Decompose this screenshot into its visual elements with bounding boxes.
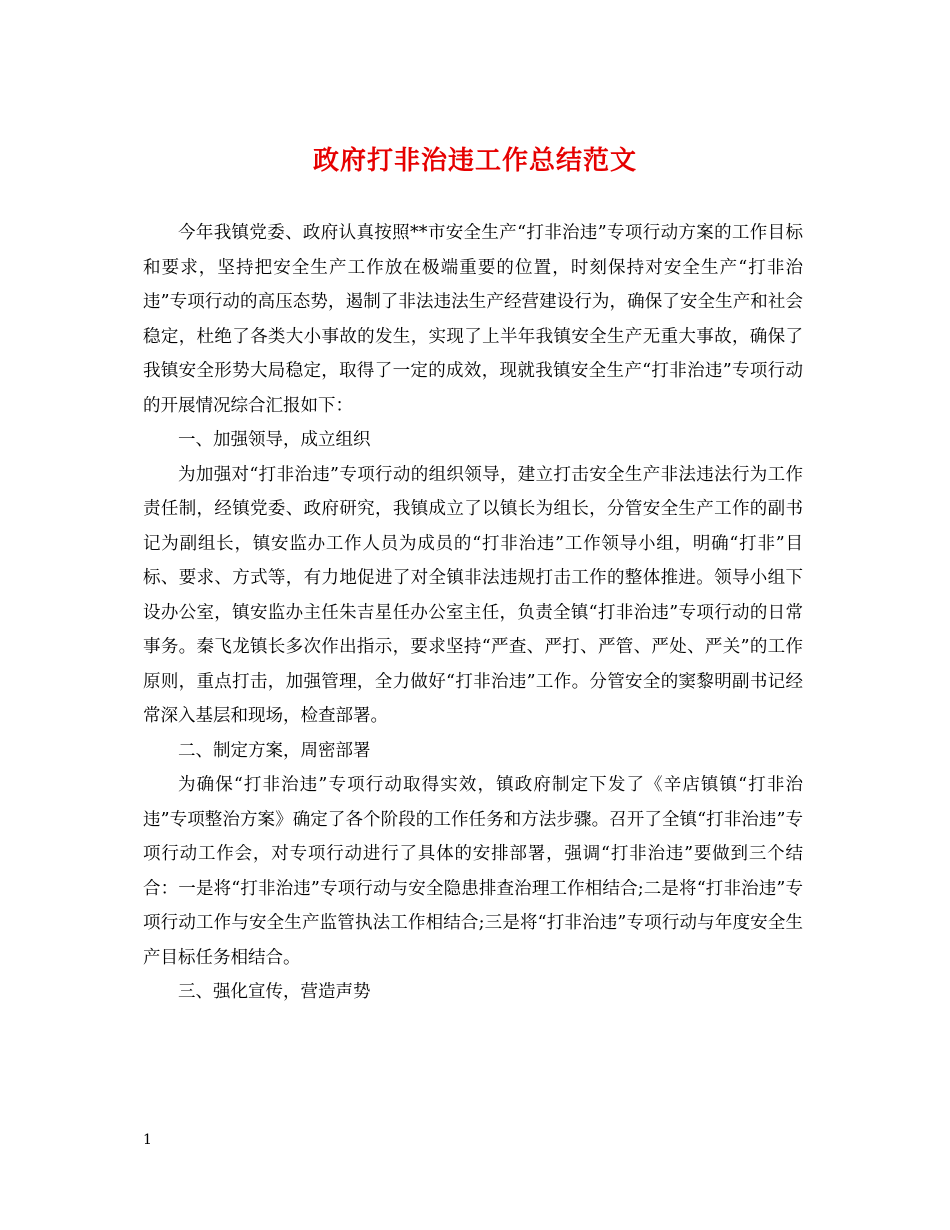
section-heading-1: 一、加强领导，成立组织 <box>178 430 371 450</box>
section-heading-2: 二、制定方案，周密部署 <box>178 740 371 761</box>
intro-paragraph: 今年我镇党委、政府认真按照**市安全生产“打非治违”专项行动方案的工作目标和要求，坚持把安全生产工作放在极端重要的位置，时刻保持对安全生产“打非治违”专项行动的高压态势，遏制了非法违法生产经营建设行为，确保了安全生产和社会稳定，杜绝了各类大小事故的发生，实现了上半年我镇安全生产无重大事故，确保了我镇安全形势大局稳定，取得了一定的成效，现就我镇安全生产“打非治违”专项行动的开展情况综合汇报如下： <box>143 223 803 416</box>
section-paragraph-1: 为加强对“打非治违”专项行动的组织领导，建立打击安全生产非法违法行为工作责任制，经镇党委、政府研究，我镇成立了以镇长为组长，分管安全生产工作的副书记为副组长，镇安监办工作人员为成员的“打非治违”工作领导小组，明确“打非”目标、要求、方式等，有力地促进了对全镇非法违规打击工作的整体推进。领导小组下设办公室，镇安监办主任朱吉星任办公室主任，负责全镇“打非治违”专项行动的日常事务。秦飞龙镇长多次作出指示，要求坚持“严查、严打、严管、严处、严关”的工作原则，重点打击，加强管理，全力做好“打非治违”工作。分管安全的窦黎明副书记经常深入基层和现场，检查部署。 <box>143 464 803 726</box>
section-paragraph-2: 为确保“打非治违”专项行动取得实效，镇政府制定下发了《辛店镇镇“打非治违”专项整治方案》确定了各个阶段的工作任务和方法步骤。召开了全镇“打非治违”专项行动工作会，对专项行动进行了具体的安排部署，强调“打非治违”要做到三个结合：一是将“打非治违”专项行动与安全隐患排查治理工作相结合;二是将“打非治违”专项行动工作与安全生产监管执法工作相结合;三是将“打非治违”专项行动与年度安全生产目标任务相结合。 <box>143 775 803 968</box>
section-heading-3: 三、强化宣传，营造声势 <box>178 982 371 1002</box>
document-title: 政府打非治违工作总结范文 <box>312 146 637 176</box>
page-number: 1 <box>143 1132 152 1148</box>
document-body <box>143 216 803 1010</box>
